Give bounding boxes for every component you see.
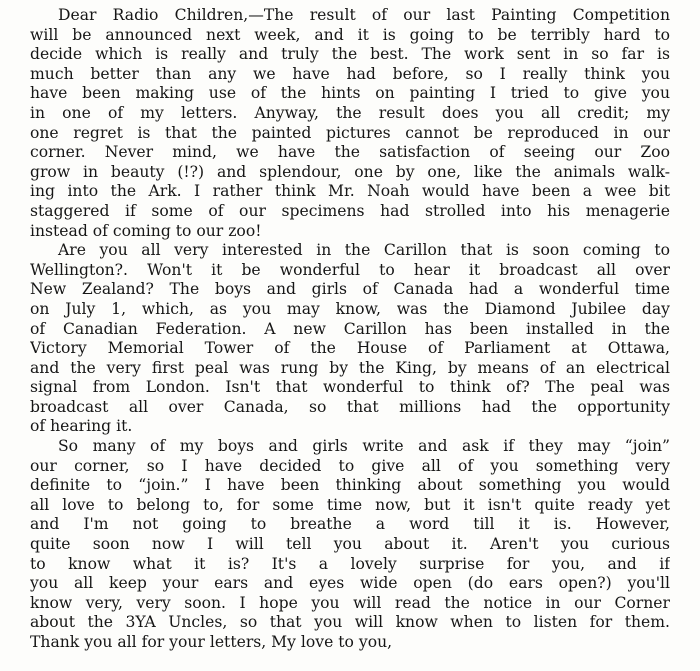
paragraph-painting-competition [30, 6, 670, 241]
text-line: you all keep your ears and eyes wide open (do ears open?) you'll [30, 574, 670, 593]
text-line: of Canadian Federation. A new Carillon has been installed in the [30, 319, 670, 338]
text-line: So many of my boys and girls write and ask if they may “join” [58, 437, 670, 456]
text-line: much better than any we have had before, so I really think you [30, 64, 670, 83]
text-line: staggered if some of our specimens had strolled into his menagerie [30, 201, 670, 220]
text-line: Victory Memorial Tower of the House of Parliament at Ottawa, [30, 339, 670, 358]
text-line: instead of coming to our zoo! [30, 221, 262, 240]
text-line: in one of my letters. Anyway, the result does you all credit; my [30, 103, 670, 122]
text-line: New Zealand? The boys and girls of Canada had a wonderful time [30, 280, 670, 299]
paragraph-carillon [30, 241, 670, 437]
text-line: broadcast all over Canada, so that millions had the opportunity [30, 397, 670, 416]
text-line: will be announced next week, and it is going to be terribly hard to [30, 25, 670, 44]
paragraph-join-corner [30, 437, 670, 653]
text-line: of hearing it. [30, 417, 133, 436]
text-line: and the very first peal was rung by the King, by means of an electrical [30, 358, 670, 377]
text-line: all love to belong to, for some time now, but it isn't quite ready yet [30, 495, 670, 514]
text-line: Dear Radio Children,—The result of our last Painting Competition [58, 6, 670, 24]
text-line: about the 3YA Uncles, so that you will know when to listen for them. [30, 613, 670, 632]
text-line: Are you all very interested in the Carillon that is soon coming to [58, 241, 670, 260]
text-line: definite to “join.” I have been thinking about something you would [30, 476, 670, 495]
text-line: know very, very soon. I hope you will read the notice in our Corner [30, 593, 670, 612]
text-line: one regret is that the painted pictures cannot be reproduced in our [30, 123, 670, 142]
text-line: and I'm not going to breathe a word till it is. However, [30, 515, 670, 534]
text-line: Thank you all for your letters, My love to you, [30, 633, 393, 651]
text-line: to know what it is? It's a lovely surprise for you, and if [30, 554, 670, 573]
text-line: signal from London. Isn't that wonderful to think of? The peal was [30, 378, 670, 397]
text-line: corner. Never mind, we have the satisfaction of seeing our Zoo [30, 143, 670, 162]
text-line: have been making use of the hints on painting I tried to give you [30, 84, 670, 103]
text-line: ing into the Ark. I rather think Mr. Noah would have been a wee bit [30, 182, 670, 201]
text-line: decide which is really and truly the best. The work sent in so far is [30, 45, 670, 64]
text-line: quite soon now I will tell you about it. Aren't you curious [30, 535, 670, 554]
text-line: grow in beauty (!?) and splendour, one by one, like the animals walk- [30, 162, 670, 181]
text-line: Wellington?. Won't it be wonderful to hear it broadcast all over [30, 260, 670, 279]
text-line: our corner, so I have decided to give all of you something very [30, 456, 670, 475]
text-line: on July 1, which, as you may know, was the Diamond Jubilee day [30, 299, 670, 318]
article-body [30, 6, 670, 653]
